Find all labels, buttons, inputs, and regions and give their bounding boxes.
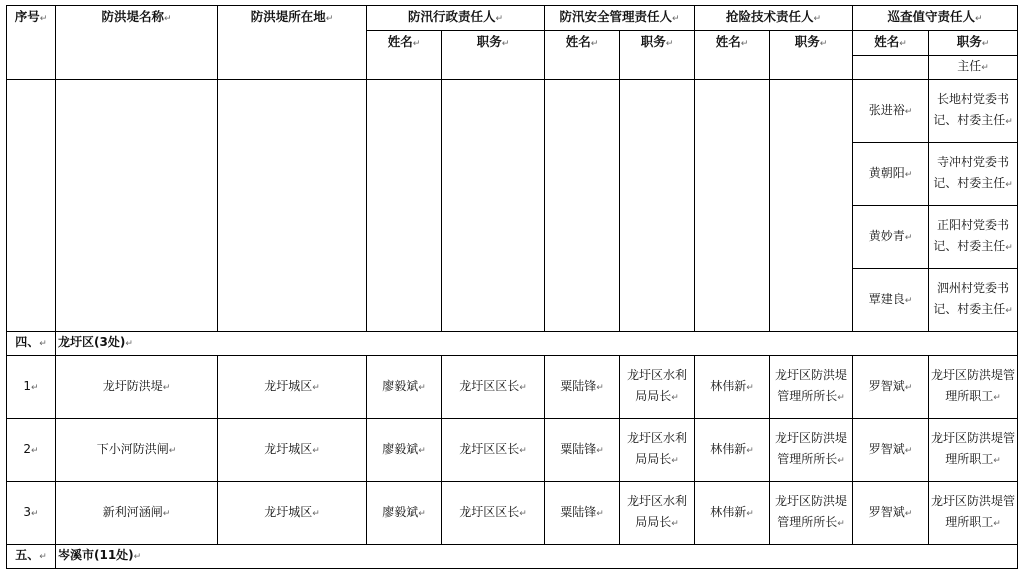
row-tech-title: 龙圩区防洪堤管理所所长↵ — [770, 356, 853, 419]
patrol-person-name: 张进裕↵ — [853, 80, 929, 143]
row-safety-title: 龙圩区水利局局长↵ — [620, 419, 695, 482]
row-tech-name: 林伟新↵ — [695, 482, 770, 545]
row-patrol-name: 罗智斌↵ — [853, 356, 929, 419]
subheader-safety-title: 职务↵ — [620, 31, 695, 80]
subheader-patrol-title: 职务↵ — [929, 31, 1018, 56]
section-row-cenxi — [7, 545, 1018, 569]
subheader-tech-name: 姓名↵ — [695, 31, 770, 80]
row-admin-title: 龙圩区区长↵ — [442, 356, 545, 419]
patrol-person-name: 黄朝阳↵ — [853, 143, 929, 206]
patrol-person-name: 黄妙青↵ — [853, 206, 929, 269]
subheader-admin-title: 职务↵ — [442, 31, 545, 80]
row-admin-title: 龙圩区区长↵ — [442, 419, 545, 482]
row-admin-title: 龙圩区区长↵ — [442, 482, 545, 545]
row-admin-name: 廖毅斌↵ — [367, 482, 442, 545]
header-patrol-responsible: 巡查值守责任人↵ — [853, 6, 1018, 31]
patrol-person-title: 泗州村党委书记、村委主任↵ — [929, 269, 1018, 332]
subheader-patrol-name: 姓名↵ — [853, 31, 929, 56]
flood-responsibility-table — [6, 5, 1018, 569]
row-tech-name: 林伟新↵ — [695, 419, 770, 482]
row-safety-name: 粟陆锋↵ — [545, 419, 620, 482]
header-safety-responsible: 防汛安全管理责任人↵ — [545, 6, 695, 31]
row-tech-title: 龙圩区防洪堤管理所所长↵ — [770, 482, 853, 545]
row-patrol-title: 龙圩区防洪堤管理所职工↵ — [929, 419, 1018, 482]
row-patrol-title: 龙圩区防洪堤管理所职工↵ — [929, 482, 1018, 545]
row-safety-title: 龙圩区水利局局长↵ — [620, 482, 695, 545]
patrol-person-name: 覃建良↵ — [853, 269, 929, 332]
section-label: 岑溪市(11处)↵ — [56, 545, 1018, 569]
table-row — [7, 419, 1018, 482]
row-tech-name: 林伟新↵ — [695, 356, 770, 419]
row-levee-name: 下小河防洪闸↵ — [56, 419, 218, 482]
row-levee-name: 新利河涵闸↵ — [56, 482, 218, 545]
row-safety-name: 粟陆锋↵ — [545, 482, 620, 545]
row-location: 龙圩城区↵ — [218, 419, 367, 482]
subheader-admin-name: 姓名↵ — [367, 31, 442, 80]
patrol-name-cell — [853, 56, 929, 80]
header-tech-responsible: 抢险技术责任人↵ — [695, 6, 853, 31]
section-number: 五、↵ — [7, 545, 56, 569]
header-levee-name: 防洪堤名称↵ — [56, 6, 218, 80]
row-location: 龙圩城区↵ — [218, 482, 367, 545]
row-tech-title: 龙圩区防洪堤管理所所长↵ — [770, 419, 853, 482]
row-location: 龙圩城区↵ — [218, 356, 367, 419]
patrol-person-title: 长地村党委书记、村委主任↵ — [929, 80, 1018, 143]
row-safety-title: 龙圩区水利局局长↵ — [620, 356, 695, 419]
row-admin-name: 廖毅斌↵ — [367, 419, 442, 482]
row-admin-name: 廖毅斌↵ — [367, 356, 442, 419]
header-admin-responsible: 防汛行政责任人↵ — [367, 6, 545, 31]
row-seq: 2↵ — [7, 419, 56, 482]
row-safety-name: 粟陆锋↵ — [545, 356, 620, 419]
subheader-safety-name: 姓名↵ — [545, 31, 620, 80]
row-patrol-name: 罗智斌↵ — [853, 419, 929, 482]
patrol-person-title: 正阳村党委书记、村委主任↵ — [929, 206, 1018, 269]
row-patrol-title: 龙圩区防洪堤管理所职工↵ — [929, 356, 1018, 419]
section-label: 龙圩区(3处)↵ — [56, 332, 1018, 356]
patrol-person-title: 寺冲村党委书记、村委主任↵ — [929, 143, 1018, 206]
patrol-title-cell: 主任↵ — [929, 56, 1018, 80]
row-patrol-name: 罗智斌↵ — [853, 482, 929, 545]
row-seq: 3↵ — [7, 482, 56, 545]
subheader-tech-title: 职务↵ — [770, 31, 853, 80]
header-seq: 序号↵ — [7, 6, 56, 80]
section-row-longxu — [7, 332, 1018, 356]
table-row — [7, 482, 1018, 545]
table-row — [7, 356, 1018, 419]
section-number: 四、↵ — [7, 332, 56, 356]
row-seq: 1↵ — [7, 356, 56, 419]
row-levee-name: 龙圩防洪堤↵ — [56, 356, 218, 419]
header-levee-location: 防洪堤所在地↵ — [218, 6, 367, 80]
